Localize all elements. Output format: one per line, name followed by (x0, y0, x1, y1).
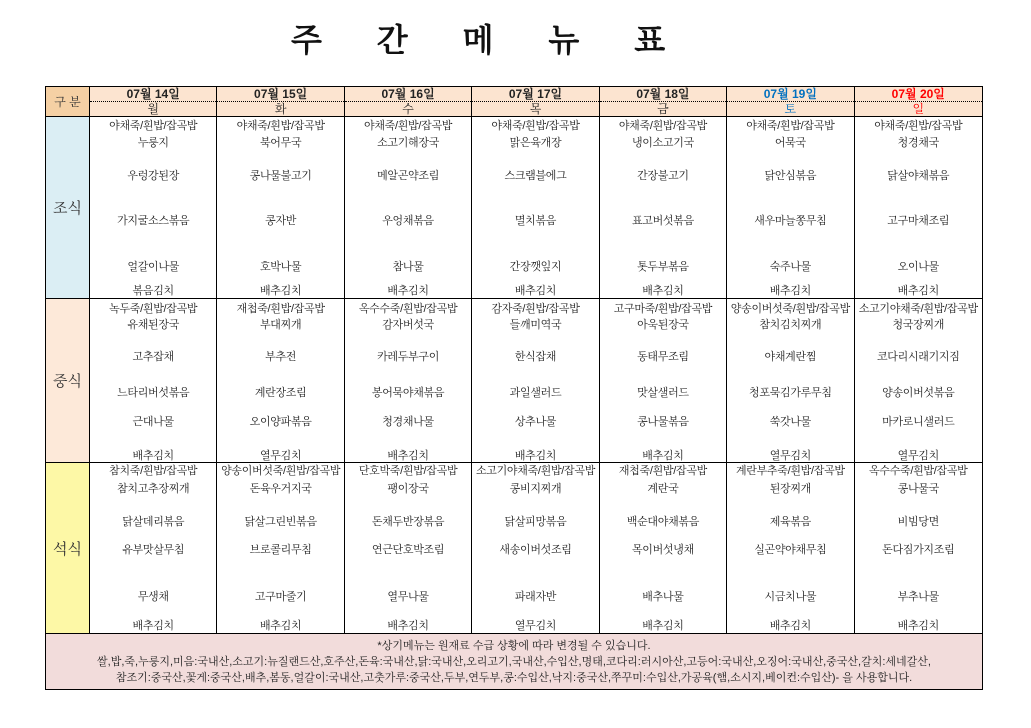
menu-item: 야채죽/흰밥/잡곡밥 (109, 120, 198, 132)
menu-item: 열무나물 (387, 591, 429, 603)
menu-item: 야채죽/흰밥/잡곡밥 (236, 120, 325, 132)
menu-item: 야채죽/흰밥/잡곡밥 (874, 120, 963, 132)
header-label (46, 87, 90, 117)
menu-item: 옥수수죽/흰밥/잡곡밥 (358, 303, 458, 315)
menu-item: 배추김치 (642, 620, 684, 632)
meal-label-text: 조식 (53, 200, 82, 217)
day-weekday: 토 (784, 102, 797, 116)
menu-item: 닭안심볶음 (764, 170, 817, 182)
menu-item: 봉어묵야채볶음 (371, 387, 445, 399)
menu-cell (600, 463, 727, 634)
menu-item: 부추전 (265, 351, 297, 363)
menu-item: 고구마채조림 (887, 215, 950, 227)
note-line: 참조기:중국산,꽃게:중국산,배추,봄동,얼갈이:국내산,고춧가루:중국산,두부,연두부,콩:수입산,낙지:중국산,쭈꾸미:수입산,가공육(햄,소시지,베이컨:수입산)- 을 사용합니다. (115, 672, 913, 684)
menu-cell (90, 299, 217, 463)
menu-item: 배추김치 (514, 450, 557, 462)
day-header (472, 87, 599, 117)
menu-item: 가지굴소스볶음 (117, 215, 190, 227)
menu-item: 배추김치 (259, 285, 302, 297)
menu-item: 옥수수죽/흰밥/잡곡밥 (869, 465, 968, 477)
menu-item: 청경채국 (897, 137, 939, 149)
menu-item: 톳두부볶음 (637, 261, 689, 273)
menu-item: 야채죽/흰밥/잡곡밥 (746, 120, 835, 132)
meal-label-lunch (46, 299, 90, 463)
menu-item: 양송이버섯죽/흰밥/잡곡밥 (221, 465, 341, 477)
menu-item: 닭살피망볶음 (504, 516, 567, 528)
meal-label-text: 석식 (53, 540, 82, 558)
menu-item: 된장찌개 (769, 483, 811, 495)
menu-item: 콩자반 (265, 215, 297, 227)
menu-item: 열무김치 (259, 450, 302, 462)
day-weekday: 일 (912, 102, 925, 116)
menu-item: 참치김치찌개 (759, 319, 822, 331)
day-weekday: 화 (274, 102, 287, 116)
menu-item: 녹두죽/흰밥/잡곡밥 (109, 303, 198, 315)
menu-cell (217, 299, 344, 463)
menu-cell (472, 463, 599, 634)
menu-item: 부추나물 (897, 591, 939, 603)
menu-cell (727, 299, 854, 463)
menu-item: 스크램블에그 (504, 170, 567, 182)
menu-item: 파래자반 (514, 591, 557, 603)
day-date: 07월 17일 (472, 87, 598, 102)
menu-item: 소고기해장국 (377, 137, 440, 149)
menu-item: 맑은육개장 (509, 137, 562, 149)
menu-item: 참치죽/흰밥/잡곡밥 (109, 465, 198, 477)
page-title: 주 간 메 뉴 표 (291, 22, 689, 58)
menu-cell (345, 463, 472, 634)
menu-item: 재첩죽/흰밥/잡곡밥 (618, 465, 707, 477)
menu-item: 청국장찌개 (892, 319, 945, 331)
day-date: 07월 14일 (90, 87, 216, 102)
menu-item: 계란부추죽/흰밥/잡곡밥 (735, 465, 845, 477)
menu-item: 카레두부구이 (377, 351, 440, 363)
menu-item: 계란국 (647, 483, 679, 495)
menu-item: 북어무국 (259, 137, 302, 149)
menu-item: 단호박죽/흰밥/잡곡밥 (358, 465, 458, 477)
menu-item: 고추잡채 (132, 351, 174, 363)
menu-item: 닭살데리볶음 (122, 516, 185, 528)
menu-item: 양송이버섯죽/흰밥/잡곡밥 (730, 303, 850, 315)
note-line: 쌀,밥,죽,누룽지,미음:국내산,소고기:뉴질랜드산,호주산,돈육:국내산,닭:국내산,오리고기,국내산,수입산,명태,코다리:러시아산,고등어:국내산,오징어:국내산,중국산,갈치:세네갈산, (97, 656, 931, 668)
menu-item: 배추김치 (769, 285, 811, 297)
day-weekday: 수 (402, 102, 414, 116)
menu-item: 마카로니샐러드 (882, 416, 955, 428)
menu-item: 동태무조림 (637, 351, 689, 363)
day-header (855, 87, 982, 117)
menu-item: 배추김치 (514, 285, 557, 297)
menu-item: 연근단호박조림 (371, 544, 445, 556)
menu-item: 소고기야채죽/흰밥/잡곡밥 (858, 303, 978, 315)
menu-item: 간장깻잎지 (509, 261, 562, 273)
day-weekday: 금 (657, 102, 669, 116)
menu-cell (90, 117, 217, 299)
menu-cell (727, 463, 854, 634)
meal-label-dinner (46, 463, 90, 634)
menu-item: 배추김치 (642, 285, 684, 297)
note-line: *상기메뉴는 원재료 수급 상황에 따라 변경될 수 있습니다. (377, 640, 651, 652)
menu-item: 아욱된장국 (637, 319, 689, 331)
menu-item: 야채죽/흰밥/잡곡밥 (364, 120, 453, 132)
menu-item: 재첩죽/흰밥/잡곡밥 (236, 303, 325, 315)
day-date: 07월 15일 (217, 87, 343, 102)
menu-item: 무생채 (137, 591, 169, 603)
menu-item: 간장불고기 (637, 170, 689, 182)
menu-item: 참치고추장찌개 (117, 483, 190, 495)
menu-item: 백순대야채볶음 (626, 516, 700, 528)
menu-item: 야채죽/흰밥/잡곡밥 (491, 120, 580, 132)
menu-item: 유부맛살무침 (122, 544, 185, 556)
menu-item: 숙주나물 (769, 261, 811, 273)
menu-item: 열무김치 (769, 450, 811, 462)
menu-item: 배추나물 (642, 591, 684, 603)
day-header (727, 87, 854, 117)
menu-cell (345, 299, 472, 463)
menu-item: 브로콜리무침 (249, 544, 312, 556)
menu-item: 청포묵김가루무침 (749, 387, 832, 399)
menu-item: 배추김치 (132, 620, 174, 632)
menu-item: 한식잡채 (514, 351, 557, 363)
menu-item: 메알곤약조림 (377, 170, 440, 182)
menu-item: 상추나물 (514, 416, 557, 428)
day-weekday: 월 (147, 102, 159, 116)
menu-item: 고구마죽/흰밥/잡곡밥 (613, 303, 713, 315)
menu-item: 고구마줄기 (254, 591, 307, 603)
menu-item: 열무김치 (897, 450, 939, 462)
footer-notes (46, 634, 982, 689)
menu-item: 실곤약야채무침 (754, 544, 827, 556)
menu-item: 새우마늘쫑무침 (754, 215, 827, 227)
menu-item: 양송이버섯볶음 (882, 387, 955, 399)
header-label-text: 구 분 (54, 95, 81, 109)
menu-cell (855, 117, 982, 299)
menu-cell (600, 117, 727, 299)
day-date: 07월 19일 (727, 87, 853, 102)
menu-item: 배추김치 (387, 450, 429, 462)
menu-item: 콩나물불고기 (249, 170, 312, 182)
menu-item: 멸치볶음 (514, 215, 557, 227)
menu-item: 우렁강된장 (127, 170, 180, 182)
menu-item: 콩나물볶음 (637, 416, 689, 428)
menu-cell (855, 299, 982, 463)
day-weekday: 목 (529, 102, 542, 116)
menu-item: 표고버섯볶음 (631, 215, 694, 227)
menu-item: 비빔당면 (897, 516, 939, 528)
menu-cell (345, 117, 472, 299)
menu-item: 볶음김치 (132, 285, 174, 297)
menu-item: 시금치나물 (764, 591, 817, 603)
menu-item: 배추김치 (132, 450, 174, 462)
menu-item: 느타리버섯볶음 (117, 387, 190, 399)
menu-item: 유채된장국 (127, 319, 180, 331)
menu-item: 호박나물 (259, 261, 302, 273)
menu-item: 부대찌개 (259, 319, 302, 331)
menu-item: 누룽지 (137, 137, 169, 149)
menu-item: 목이버섯냉채 (631, 544, 694, 556)
menu-item: 콩비지찌개 (509, 483, 562, 495)
day-date: 07월 16일 (345, 87, 471, 102)
menu-item: 청경채나물 (382, 416, 434, 428)
menu-cell (855, 463, 982, 634)
menu-item: 콩나물국 (897, 483, 939, 495)
menu-item: 야채계란찜 (764, 351, 817, 363)
menu-cell (472, 299, 599, 463)
menu-item: 배추김치 (897, 285, 939, 297)
menu-cell (217, 117, 344, 299)
menu-item: 과일샐러드 (509, 387, 562, 399)
menu-item: 배추김치 (897, 620, 939, 632)
menu-item: 돈육우거지국 (249, 483, 312, 495)
menu-item: 어묵국 (774, 137, 806, 149)
menu-item: 얼갈이나물 (127, 261, 180, 273)
menu-item: 닭살그린빈볶음 (244, 516, 317, 528)
menu-item: 배추김치 (387, 620, 429, 632)
menu-item: 닭살야채볶음 (887, 170, 950, 182)
menu-item: 들깨미역국 (509, 319, 562, 331)
day-date: 07월 20일 (855, 87, 982, 102)
menu-item: 배추김치 (387, 285, 429, 297)
menu-item: 참나물 (392, 261, 424, 273)
menu-item: 돈채두반장볶음 (371, 516, 445, 528)
menu-item: 야채죽/흰밥/잡곡밥 (618, 120, 707, 132)
day-header (217, 87, 344, 117)
menu-item: 감자죽/흰밥/잡곡밥 (491, 303, 580, 315)
menu-item: 배추김치 (769, 620, 811, 632)
menu-item: 제육볶음 (769, 516, 811, 528)
menu-cell (472, 117, 599, 299)
menu-cell (90, 463, 217, 634)
meal-label-text: 중식 (53, 373, 82, 390)
menu-item: 오이나물 (897, 261, 939, 273)
day-header (600, 87, 727, 117)
menu-cell (600, 299, 727, 463)
menu-item: 배추김치 (259, 620, 302, 632)
menu-cell (217, 463, 344, 634)
menu-item: 소고기야채죽/흰밥/잡곡밥 (475, 465, 596, 477)
menu-item: 돈다짐가지조림 (882, 544, 955, 556)
menu-cell (727, 117, 854, 299)
menu-item: 새송이버섯조림 (499, 544, 572, 556)
menu-item: 근대나물 (132, 416, 174, 428)
day-header (345, 87, 472, 117)
menu-item: 쑥갓나물 (769, 416, 811, 428)
meal-label-breakfast (46, 117, 90, 299)
menu-item: 오이양파볶음 (249, 416, 312, 428)
menu-item: 계란장조림 (254, 387, 307, 399)
menu-item: 코다리시래기지짐 (876, 351, 960, 363)
menu-item: 감자버섯국 (382, 319, 434, 331)
menu-item: 우엉채볶음 (382, 215, 434, 227)
menu-table (45, 86, 983, 690)
menu-item: 열무김치 (514, 620, 557, 632)
day-date: 07월 18일 (600, 87, 726, 102)
day-header (90, 87, 217, 117)
menu-item: 맛살샐러드 (637, 387, 689, 399)
menu-item: 냉이소고기국 (631, 137, 694, 149)
menu-item: 배추김치 (642, 450, 684, 462)
menu-item: 팽이장국 (387, 483, 429, 495)
